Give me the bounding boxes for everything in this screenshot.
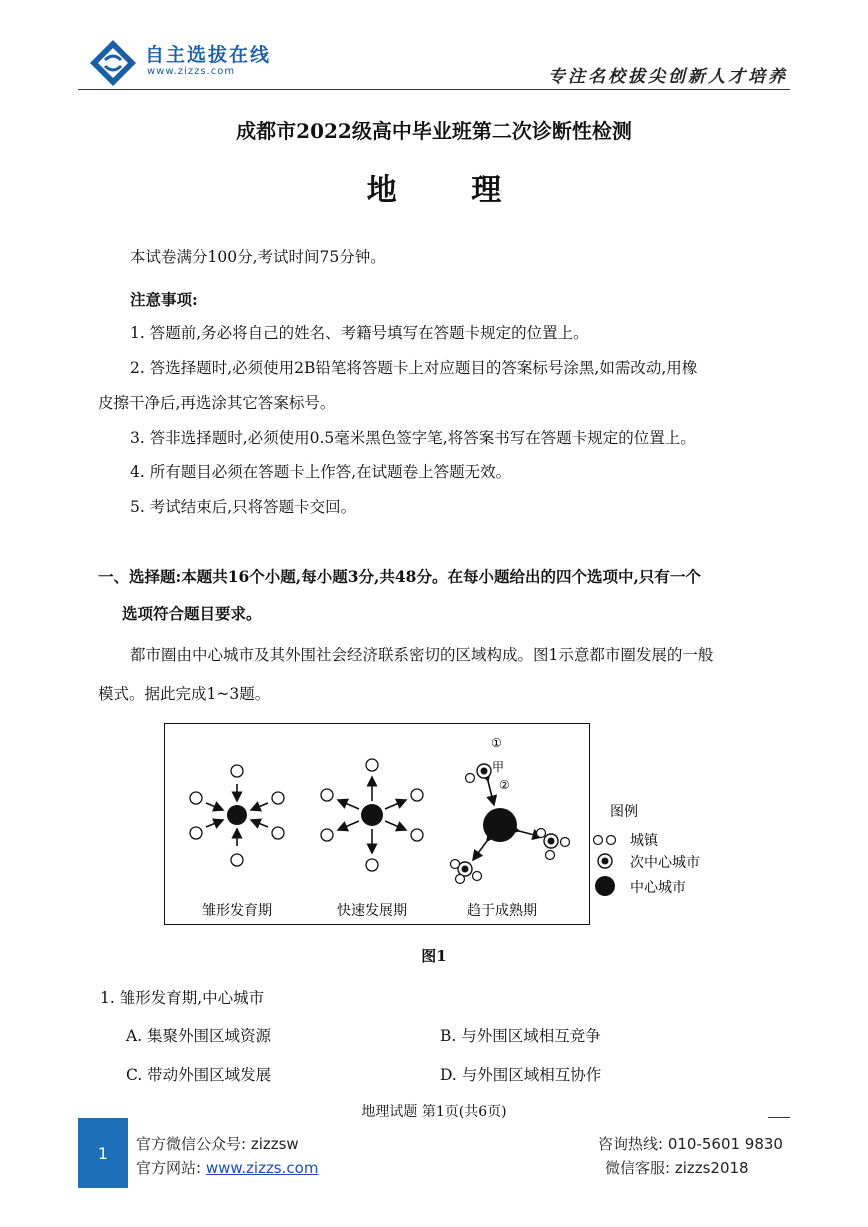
brand-name: 自主选拔在线 bbox=[145, 44, 272, 66]
wechat-account: 官方微信公众号: zizzsw bbox=[136, 1135, 299, 1153]
note-item: 3. 答非选择题时,必须使用0.5毫米黑色签字笔,将答案书写在答题卡规定的位置上。 bbox=[130, 429, 696, 447]
stage2-diagram bbox=[321, 759, 423, 871]
stage-label: 快速发展期 bbox=[337, 903, 407, 919]
stage1-diagram bbox=[190, 765, 284, 866]
note-item: 皮擦干净后,再选涂其它答案标号。 bbox=[98, 394, 336, 412]
legend-town-icon bbox=[594, 836, 616, 845]
header-slogan: 专注名校拔尖创新人才培养 bbox=[548, 67, 788, 87]
hotline: 咨询热线: 010-5601 9830 bbox=[598, 1135, 783, 1153]
figure-diagram bbox=[164, 723, 700, 925]
legend-center-icon bbox=[595, 876, 615, 896]
customer-service: 微信客服: zizzs2018 bbox=[605, 1159, 749, 1177]
legend-sub-center-icon bbox=[598, 854, 612, 868]
section-heading-cont: 选项符合题目要求。 bbox=[122, 604, 262, 623]
stage3-diagram bbox=[451, 736, 570, 884]
footer-rule bbox=[768, 1117, 790, 1118]
section-heading: 一、选择题:本题共16个小题,每小题3分,共48分。在每小题给出的四个选项中,只有一个 bbox=[98, 567, 701, 586]
marker-1: ① bbox=[491, 736, 502, 750]
exam-title: 成都市2022级高中毕业班第二次诊断性检测 bbox=[236, 119, 632, 143]
page-number-badge: 1 bbox=[78, 1118, 128, 1188]
marker-2: ② bbox=[499, 778, 510, 792]
legend-town-label: 城镇 bbox=[630, 833, 658, 849]
option-a: A. 集聚外围区域资源 bbox=[126, 1027, 272, 1045]
legend-sub-center-label: 次中心城市 bbox=[630, 855, 700, 871]
brand-logo-icon bbox=[88, 38, 138, 88]
figure-caption: 图1 bbox=[421, 947, 447, 965]
note-item: 2. 答选择题时,必须使用2B铅笔将答题卡上对应题目的答案标号涂黑,如需改动,用橡 bbox=[130, 359, 698, 377]
stage-label: 趋于成熟期 bbox=[467, 903, 537, 919]
central-city-icon bbox=[483, 808, 517, 842]
central-city-icon bbox=[227, 805, 247, 825]
central-city-icon bbox=[361, 804, 383, 826]
notes-heading: 注意事项: bbox=[130, 290, 198, 309]
official-site bbox=[136, 1157, 318, 1178]
site-link[interactable]: www.zizzs.com bbox=[205, 1159, 319, 1177]
legend-title: 图例 bbox=[610, 804, 638, 820]
legend-center-label: 中心城市 bbox=[630, 880, 686, 896]
passage-text: 模式。据此完成1~3题。 bbox=[98, 685, 271, 703]
exam-intro: 本试卷满分100分,考试时间75分钟。 bbox=[130, 248, 386, 266]
option-c: C. 带动外围区域发展 bbox=[126, 1066, 272, 1084]
stage-label: 雏形发育期 bbox=[202, 903, 272, 919]
note-item: 4. 所有题目必须在答题卡上作答,在试题卷上答题无效。 bbox=[130, 463, 512, 481]
question-stem: 1. 雏形发育期,中心城市 bbox=[100, 989, 265, 1007]
marker-jia: 甲 bbox=[492, 760, 505, 774]
option-d: D. 与外围区域相互协作 bbox=[440, 1066, 602, 1084]
header-divider bbox=[78, 89, 790, 90]
subject-title: 地 理 bbox=[366, 173, 534, 208]
note-item: 5. 考试结束后,只将答题卡交回。 bbox=[130, 498, 357, 516]
site-label: 官方网站: bbox=[136, 1159, 206, 1177]
brand-url: www.zizzs.com bbox=[147, 66, 236, 77]
note-item: 1. 答题前,务必将自己的姓名、考籍号填写在答题卡规定的位置上。 bbox=[130, 324, 589, 342]
passage-text: 都市圈由中心城市及其外围社会经济联系密切的区域构成。图1示意都市圈发展的一般 bbox=[130, 646, 714, 664]
page-info: 地理试题 第1页(共6页) bbox=[361, 1104, 507, 1120]
option-b: B. 与外围区域相互竞争 bbox=[440, 1027, 601, 1045]
